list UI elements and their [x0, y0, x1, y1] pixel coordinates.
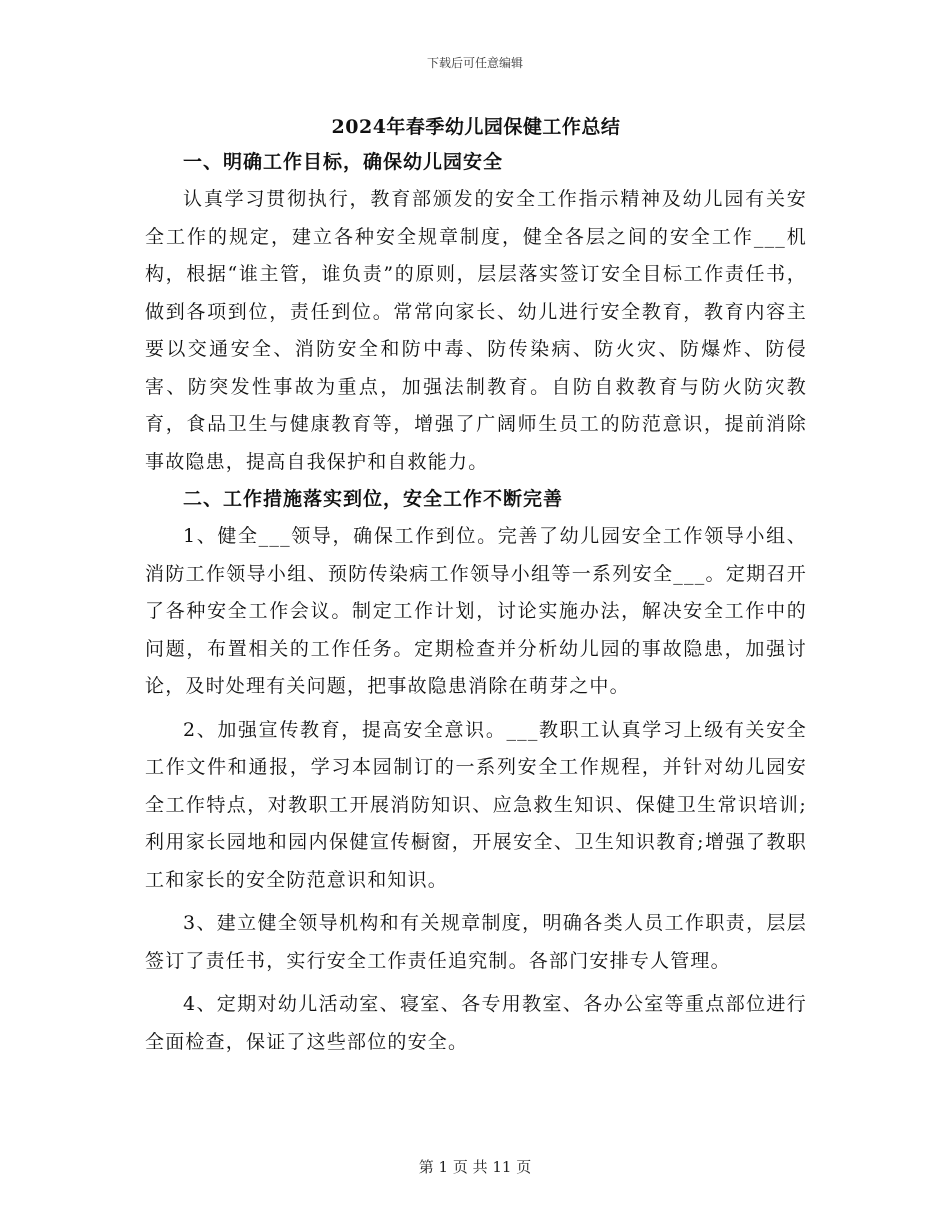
page-header-note: 下载后可任意编辑 — [426, 56, 523, 70]
document-body — [145, 110, 807, 1061]
section-1-paragraph-1: 认真学习贯彻执行，教育部颁发的安全工作指示精神及幼儿园有关安全工作的规定，建立各种安全规章制度，健全各层之间的安全工作___机构，根据“谁主管，谁负责”的原则，层层落实签订安全目标工作责任书，做到各项到位，责任到位。常常向家长、幼儿进行安全教育，教育内容主要以交通安全、消防安全和防中毒、防传染病、防火灾、防爆炸、防侵害、防突发性事故为重点，加强法制教育。自防自救教育与防火防灾教育，食品卫生与健康教育等，增强了广阔师生员工的防范意识，提前消除事故隐患，提高自我保护和自救能力。 — [145, 188, 807, 473]
section-heading-2: 二、工作措施落实到位，安全工作不断完善 — [183, 488, 564, 510]
section-2-paragraph-4: 4、定期对幼儿活动室、寝室、各专用教室、各办公室等重点部位进行全面检查，保证了这些部位的安全。 — [145, 993, 807, 1053]
section-2-paragraph-2: 2、加强宣传教育，提高安全意识。___教职工认真学习上级有关安全工作文件和通报，学习本园制订的一系列安全工作规程，并针对幼儿园安全工作特点，对教职工开展消防知识、应急救生知识、保健卫生常识培训;利用家长园地和园内保健宣传橱窗，开展安全、卫生知识教育;增强了教职工和家长的安全防范意识和知识。 — [145, 718, 807, 891]
page-number-footer: 第 1 页 共 11 页 — [418, 1158, 532, 1176]
document-title: 2024年春季幼儿园保健工作总结 — [331, 116, 621, 138]
section-2-paragraph-3: 3、建立健全领导机构和有关规章制度，明确各类人员工作职责，层层签订了责任书，实行安全工作责任追究制。各部门安排专人管理。 — [145, 912, 807, 972]
section-heading-1: 一、明确工作目标，确保幼儿园安全 — [183, 151, 504, 173]
section-2-paragraph-1: 1、健全___领导，确保工作到位。完善了幼儿园安全工作领导小组、消防工作领导小组、预防传染病工作领导小组等一系列安全___。定期召开了各种安全工作会议。制定工作计划，讨论实施办法，解决安全工作中的问题，布置相关的工作任务。定期检查并分析幼儿园的事故隐患，加强讨论，及时处理有关问题，把事故隐患消除在萌芽之中。 — [145, 525, 807, 697]
